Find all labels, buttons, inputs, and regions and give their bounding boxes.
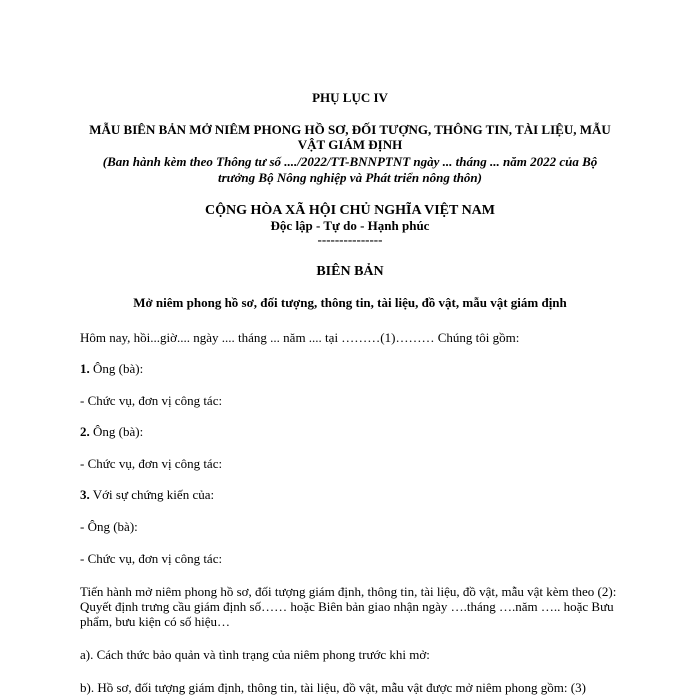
witness-person: - Ông (bà): [80,519,138,534]
appendix-heading: PHỤ LỤC IV [312,90,388,105]
participant-2-role: - Chức vụ, đơn vị công tác: [80,456,223,471]
intro-paragraph: Hôm nay, hồi...giờ.... ngày .... tháng ... năm .... tại ………(1)……… Chúng tôi gồm: [80,330,520,345]
item-a: a). Cách thức bảo quản và tình trạng của niêm phong trước khi mở: [80,647,430,662]
participant-2-label: Ông (bà): [89,424,144,439]
issued-note-line-1: (Ban hành kèm theo Thông tư số ..../2022/TT-BNNPTNT ngày ... tháng ... năm 2022 của Bộ [102,154,598,169]
document-subtitle: Mở niêm phong hồ sơ, đối tượng, thông tin, tài liệu, đồ vật, mẫu vật giám định [133,295,567,310]
witness-role: - Chức vụ, đơn vị công tác: [80,551,223,566]
participant-1-role: - Chức vụ, đơn vị công tác: [80,393,223,408]
participant-2-number: 2. [80,424,90,439]
participant-1 [80,361,620,377]
country-name: CỘNG HÒA XÃ HỘI CHỦ NGHĨA VIỆT NAM [204,203,495,218]
form-title-line-1: MẪU BIÊN BẢN MỞ NIÊM PHONG HỒ SƠ, ĐỐI TƯỢNG, THÔNG TIN, TÀI LIỆU, MẪU [89,122,611,137]
form-title-line-2: VẬT GIÁM ĐỊNH [297,137,403,152]
item-b: b). Hồ sơ, đối tượng giám định, thông tin, tài liệu, đồ vật, mẫu vật được mở niêm phong gồm: (3) [80,680,586,695]
motto-divider: --------------- [317,232,383,247]
witness-number: 3. [80,487,90,502]
participant-2 [80,424,620,440]
witness-label: Với sự chứng kiến của: [89,487,215,502]
participant-1-label: Ông (bà): [89,361,144,376]
issued-note-line-2: trưởng Bộ Nông nghiệp và Phát triển nông thôn) [218,170,482,185]
participant-1-number: 1. [80,361,90,376]
proceed-paragraph: Tiến hành mở niêm phong hồ sơ, đối tượng giám định, thông tin, tài liệu, đồ vật, mẫu vật kèm theo (2): Quyết định trưng cầu giám định số…… hoặc Biên bản giao nhận ngày ….tháng ….năm ….. hoặc Bưu phẩm, bưu kiện có số hiệu… [80,584,617,629]
document-title: BIÊN BẢN [316,264,384,279]
witness [80,487,620,503]
national-motto: Độc lập - Tự do - Hạnh phúc [270,218,430,233]
